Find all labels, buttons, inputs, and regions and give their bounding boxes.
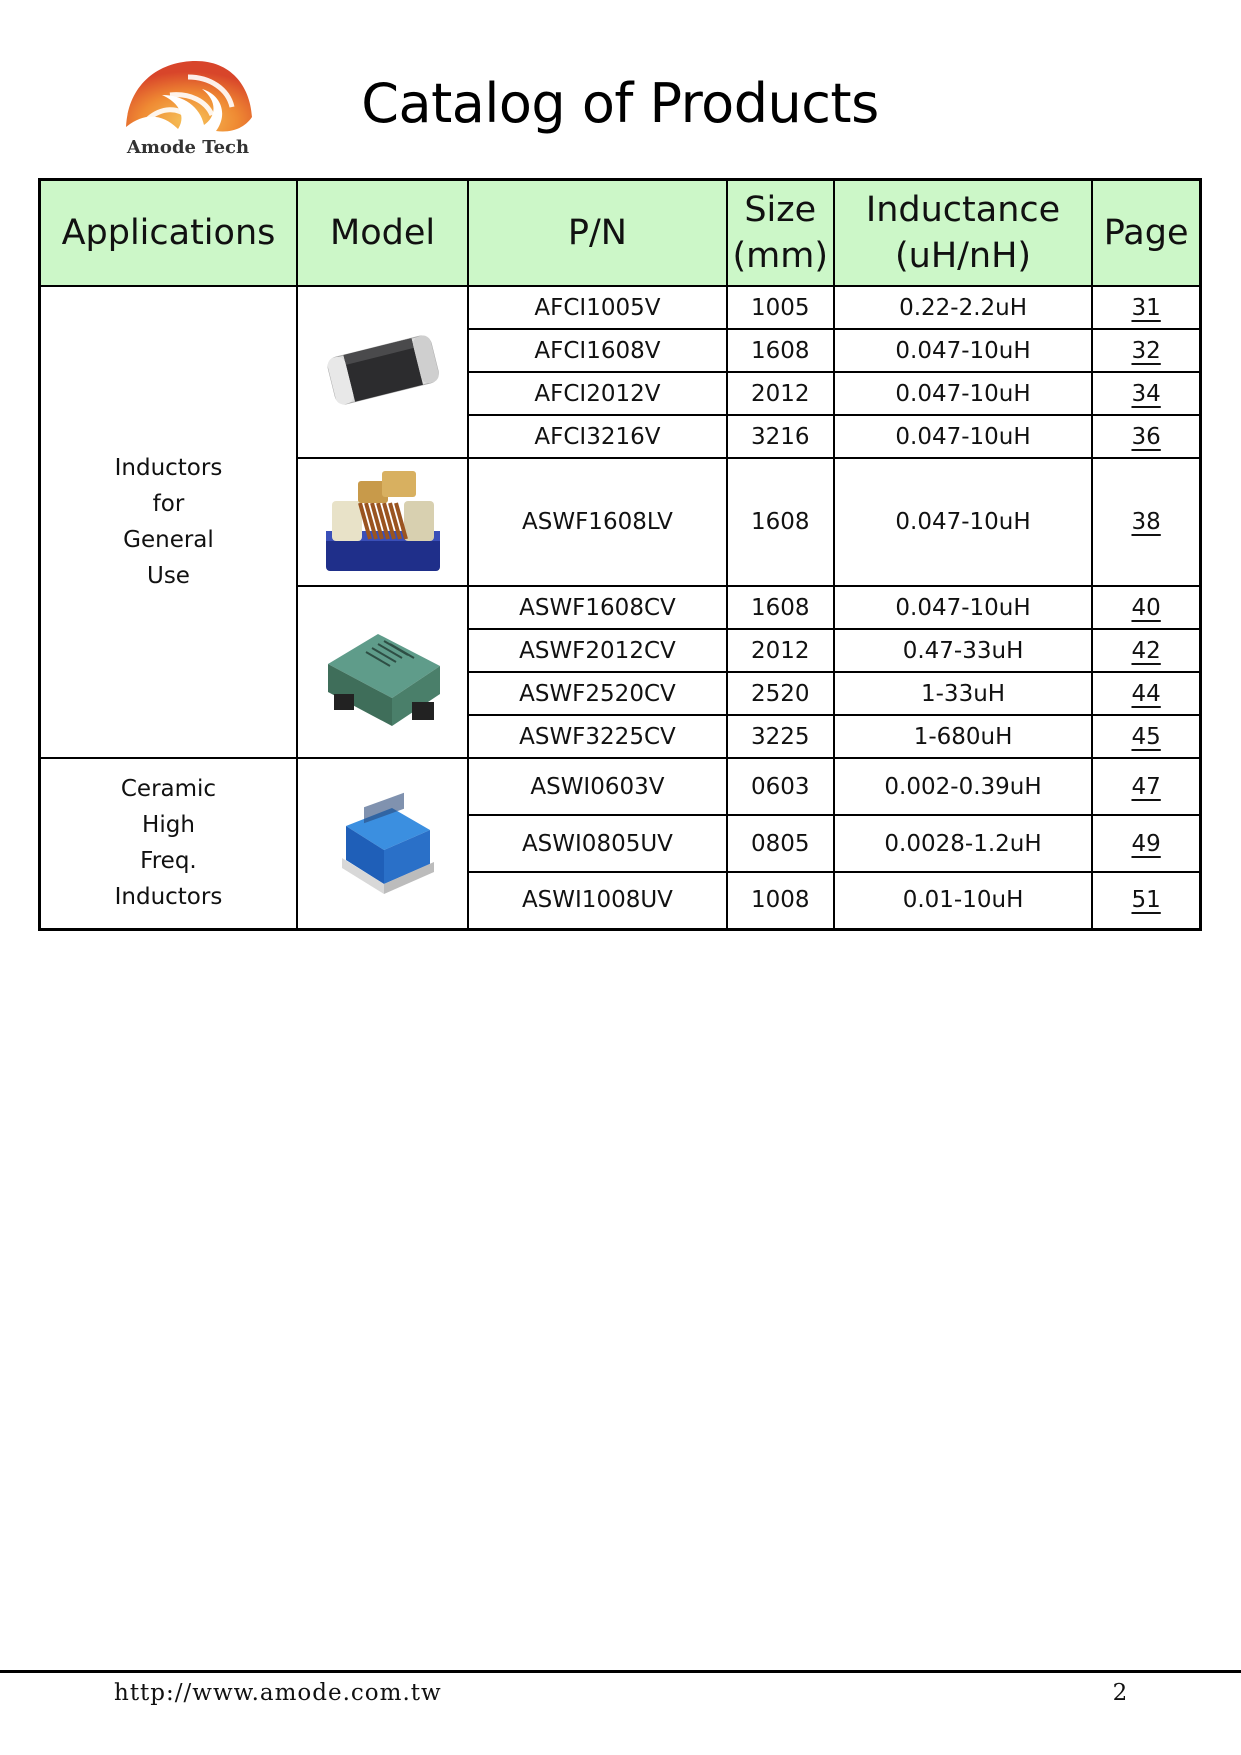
page-link[interactable]: 45 — [1131, 723, 1161, 750]
table-row — [40, 286, 1201, 329]
page-cell — [1092, 758, 1200, 815]
column-header-inductance: Inductance (uH/nH) — [834, 180, 1092, 287]
page-link[interactable]: 40 — [1131, 594, 1161, 621]
size-cell: 1005 — [727, 286, 834, 329]
page-cell — [1092, 329, 1200, 372]
page-link[interactable]: 32 — [1131, 337, 1161, 364]
size-cell: 1608 — [727, 586, 834, 629]
inductance-cell: 0.047-10uH — [834, 586, 1092, 629]
wirewound-inductor-icon — [318, 459, 448, 579]
pn-cell: AFCI1608V — [468, 329, 726, 372]
chip-inductor-black-icon — [318, 324, 448, 414]
column-header-pn: P/N — [468, 180, 726, 287]
pn-cell: AFCI2012V — [468, 372, 726, 415]
pn-cell: AFCI3216V — [468, 415, 726, 458]
catalog-table — [38, 178, 1202, 931]
page-cell — [1092, 415, 1200, 458]
size-cell: 2520 — [727, 672, 834, 715]
footer-url: http://www.amode.com.tw — [114, 1680, 442, 1706]
pn-cell: ASWI1008UV — [468, 872, 726, 929]
size-cell: 3216 — [727, 415, 834, 458]
page-cell — [1092, 286, 1200, 329]
footer-divider — [0, 1670, 1241, 1673]
inductance-cell: 0.0028-1.2uH — [834, 815, 1092, 872]
page-cell — [1092, 372, 1200, 415]
size-cell: 3225 — [727, 715, 834, 758]
inductance-cell: 0.002-0.39uH — [834, 758, 1092, 815]
page-link[interactable]: 44 — [1131, 680, 1161, 707]
molded-inductor-green-icon — [318, 594, 448, 744]
page-cell — [1092, 815, 1200, 872]
inductance-cell: 0.047-10uH — [834, 415, 1092, 458]
page-link[interactable]: 31 — [1131, 294, 1161, 321]
inductance-cell: 0.47-33uH — [834, 629, 1092, 672]
application-cell-general: Inductors for General Use — [40, 286, 297, 758]
page-cell — [1092, 715, 1200, 758]
page-link[interactable]: 49 — [1131, 830, 1161, 857]
inductance-cell: 0.047-10uH — [834, 458, 1092, 586]
page-link[interactable]: 47 — [1131, 773, 1161, 800]
page-cell — [1092, 872, 1200, 929]
ceramic-inductor-blue-icon — [318, 780, 448, 900]
footer-page-number: 2 — [1112, 1680, 1128, 1706]
model-image-cell — [297, 586, 468, 758]
pn-cell: ASWF1608CV — [468, 586, 726, 629]
inductance-cell: 0.22-2.2uH — [834, 286, 1092, 329]
table-row — [40, 758, 1201, 815]
pn-cell: AFCI1005V — [468, 286, 726, 329]
inductance-cell: 1-33uH — [834, 672, 1092, 715]
pn-cell: ASWF2520CV — [468, 672, 726, 715]
page-link[interactable]: 51 — [1131, 887, 1161, 914]
column-header-page: Page — [1092, 180, 1200, 287]
inductance-cell: 0.01-10uH — [834, 872, 1092, 929]
model-image-cell — [297, 758, 468, 929]
size-cell: 0603 — [727, 758, 834, 815]
page-link[interactable]: 36 — [1131, 423, 1161, 450]
column-header-model: Model — [297, 180, 468, 287]
inductance-cell: 0.047-10uH — [834, 329, 1092, 372]
column-header-applications: Applications — [40, 180, 297, 287]
column-header-size: Size (mm) — [727, 180, 834, 287]
logo-text: Amode Tech — [126, 137, 250, 158]
pn-cell: ASWF3225CV — [468, 715, 726, 758]
size-cell: 1608 — [727, 329, 834, 372]
inductance-cell: 0.047-10uH — [834, 372, 1092, 415]
page-link[interactable]: 38 — [1131, 509, 1161, 535]
model-image-cell — [297, 458, 468, 586]
page-cell — [1092, 672, 1200, 715]
page-cell — [1092, 458, 1200, 586]
pn-cell: ASWI0805UV — [468, 815, 726, 872]
inductance-cell: 1-680uH — [834, 715, 1092, 758]
page-link[interactable]: 34 — [1131, 380, 1161, 407]
size-cell: 2012 — [727, 629, 834, 672]
page-link[interactable]: 42 — [1131, 637, 1161, 664]
page-title: Catalog of Products — [361, 72, 879, 135]
page-cell — [1092, 586, 1200, 629]
flame-logo-icon — [118, 55, 258, 137]
application-cell-ceramic: Ceramic High Freq. Inductors — [40, 758, 297, 929]
table-header-row — [40, 180, 1201, 287]
size-cell: 0805 — [727, 815, 834, 872]
size-cell: 1008 — [727, 872, 834, 929]
company-logo — [118, 55, 258, 165]
page-cell — [1092, 629, 1200, 672]
model-image-cell — [297, 286, 468, 458]
pn-cell: ASWF2012CV — [468, 629, 726, 672]
size-cell: 1608 — [727, 458, 834, 586]
pn-cell: ASWI0603V — [468, 758, 726, 815]
size-cell: 2012 — [727, 372, 834, 415]
pn-cell: ASWF1608LV — [468, 458, 726, 586]
